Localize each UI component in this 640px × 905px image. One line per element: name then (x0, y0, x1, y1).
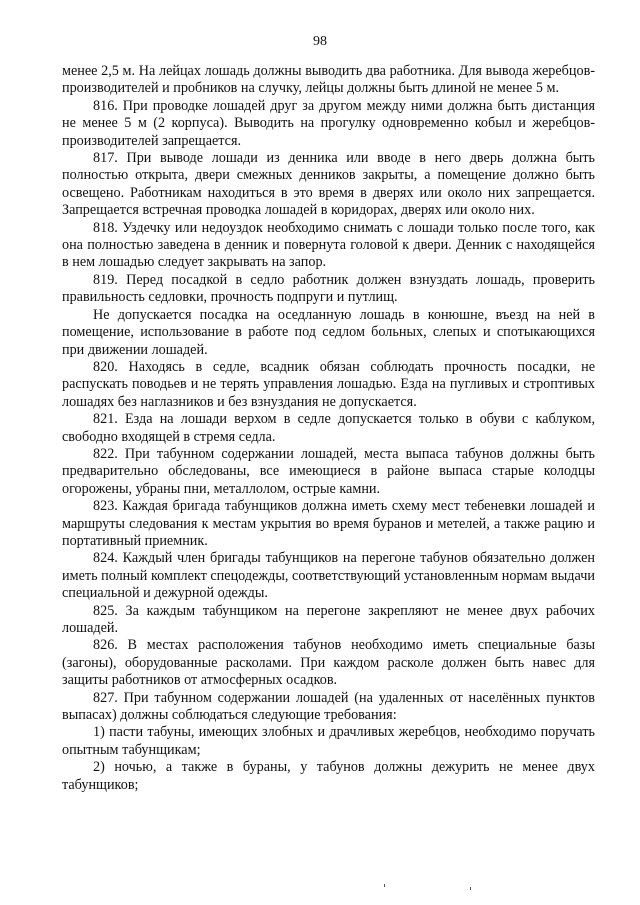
paragraph-824: 824. Каждый член бригады табунщиков на перегоне табунов обязательно должен иметь полный комплект спецодежды, соответствующий установленным нормам выдачи специальной и дежурной одежды. (62, 550, 595, 602)
paragraph-820: 820. Находясь в седле, всадник обязан соблюдать прочность посадки, не распускать поводьев и не терять управления лошадью. Езда на пугливых и строптивых лошадях без наглазников и без взнуздания не допускается. (62, 358, 595, 410)
paragraph-817: 817. При выводе лошади из денника или вводе в него дверь должна быть полностью открыта, двери смежных денников закрыты, а помещение должно быть освещено. Работникам находиться в это время в дверях или около них запрещается. Запрещается встречная проводка лошадей в коридорах, дверях или около них. (62, 150, 595, 219)
paragraph-819: 819. Перед посадкой в седло работник должен взнуздать лошадь, проверить правильность седловки, прочность подпруги и путлищ. (62, 271, 595, 306)
paragraph-825: 825. За каждым табунщиком на перегоне закрепляют не менее двух рабочих лошадей. (62, 602, 595, 636)
paragraph-826: 826. В местах расположения табунов необходимо иметь специальные базы (загоны), оборудованные расколами. При каждом расколе должен быть навес для защиты работников от атмосферных осадков. (62, 637, 595, 689)
paragraph-822: 822. При табунном содержании лошадей, места выпаса табунов должны быть предварительно обследованы, все имеющиеся в районе выпаса старые колодцы огорожены, убраны пни, металлолом, острые камни. (62, 445, 595, 497)
scan-artifact (384, 884, 385, 887)
paragraph-819-prohibition: Не допускается посадка на оседланную лошадь в конюшне, въезд на ней в помещение, использование в работе под седлом больных, слепых и спотыкающихся при движении лошадей. (62, 306, 595, 358)
paragraph-827: 827. При табунном содержании лошадей (на удаленных от населённых пунктов выпасах) должны соблюдаться следующие требования: (62, 689, 595, 724)
paragraph-816: 816. При проводке лошадей друг за другом между ними должна быть дистанция не менее 5 м (2 корпуса). Выводить на прогулку одновременно кобыл и жеребцов-производителей запрещается. (62, 97, 595, 149)
document-body (62, 63, 595, 794)
list-item-1: 1) пасти табуны, имеющих злобных и драчливых жеребцов, необходимо поручать опытным табунщикам; (62, 724, 595, 758)
paragraph-821: 821. Езда на лошади верхом в седле допускается только в обуви с каблуком, свободно входящей в стремя седла. (62, 411, 595, 445)
paragraph-continuation: менее 2,5 м. На лейцах лошадь должны выводить два работника. Для вывода жеребцов-производителей и пробников на случку, лейцы должны быть длиной не менее 5 м. (62, 63, 595, 97)
paragraph-823: 823. Каждая бригада табунщиков должна иметь схему мест тебеневки лошадей и маршруты следования к местам укрытия во время буранов и метелей, а также рацию и портативный приемник. (62, 498, 595, 549)
page-number: 98 (313, 34, 327, 49)
list-item-2: 2) ночью, а также в бураны, у табунов должны дежурить не менее двух табунщиков; (62, 759, 595, 793)
scan-artifact (470, 887, 471, 890)
paragraph-818: 818. Уздечку или недоуздок необходимо снимать с лошади только после того, как она полностью заведена в денник и повернута головой к двери. Денник с находящейся в нем лошадью следует закрывать на запор. (62, 219, 595, 271)
